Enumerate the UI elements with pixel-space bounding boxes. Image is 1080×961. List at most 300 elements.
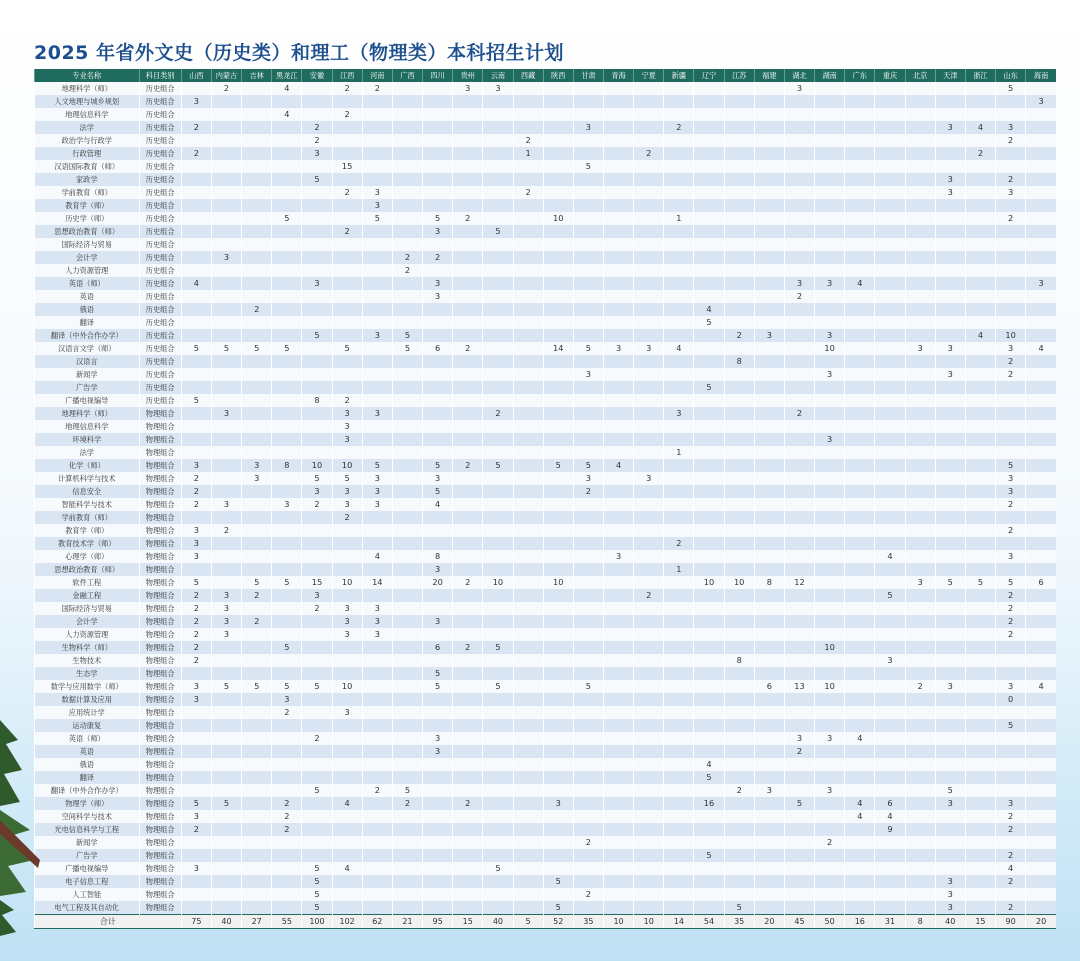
quota-cell (603, 719, 633, 732)
quota-cell (453, 446, 483, 459)
quota-cell (965, 238, 995, 251)
quota-cell (694, 784, 724, 797)
quota-cell: 2 (815, 836, 845, 849)
quota-cell (603, 823, 633, 836)
table-row (35, 628, 1057, 641)
quota-cell (423, 433, 453, 446)
quota-cell (453, 251, 483, 264)
quota-cell (845, 303, 875, 316)
table-row (35, 485, 1057, 498)
quota-cell (573, 602, 603, 615)
quota-cell (935, 459, 965, 472)
quota-cell (453, 888, 483, 901)
quota-cell (603, 849, 633, 862)
quota-cell (483, 498, 513, 511)
table-row (35, 329, 1057, 342)
quota-cell (211, 810, 241, 823)
table-row (35, 654, 1057, 667)
subject-category-cell: 历史组合 (139, 394, 181, 407)
quota-cell (483, 290, 513, 303)
quota-cell (754, 290, 784, 303)
quota-cell: 8 (423, 550, 453, 563)
quota-cell: 5 (242, 680, 272, 693)
quota-cell: 3 (362, 498, 392, 511)
quota-cell (754, 225, 784, 238)
quota-cell (965, 394, 995, 407)
total-cell: 31 (875, 915, 905, 929)
quota-cell (302, 199, 332, 212)
quota-cell: 2 (724, 329, 754, 342)
quota-cell (965, 342, 995, 355)
quota-cell (543, 771, 573, 784)
quota-cell (965, 212, 995, 225)
quota-cell (603, 290, 633, 303)
quota-cell (513, 316, 543, 329)
major-name-cell: 教育学（师） (35, 524, 140, 537)
table-row (35, 745, 1057, 758)
quota-cell (935, 836, 965, 849)
quota-cell (694, 706, 724, 719)
quota-cell (181, 355, 211, 368)
quota-cell (453, 303, 483, 316)
quota-cell: 5 (181, 797, 211, 810)
quota-cell (543, 706, 573, 719)
quota-cell (905, 225, 935, 238)
subject-category-cell: 历史组合 (139, 316, 181, 329)
quota-cell: 3 (302, 485, 332, 498)
quota-cell (905, 732, 935, 745)
quota-cell: 2 (302, 121, 332, 134)
quota-cell (453, 563, 483, 576)
quota-cell (483, 511, 513, 524)
quota-cell (724, 95, 754, 108)
quota-cell (875, 186, 905, 199)
subject-category-cell: 物理组合 (139, 550, 181, 563)
quota-cell (272, 524, 302, 537)
quota-cell (724, 251, 754, 264)
quota-cell (362, 316, 392, 329)
quota-cell (935, 849, 965, 862)
quota-cell: 3 (935, 888, 965, 901)
quota-cell (242, 693, 272, 706)
quota-cell: 10 (694, 576, 724, 589)
quota-cell (754, 433, 784, 446)
quota-cell (694, 394, 724, 407)
subject-category-cell: 物理组合 (139, 628, 181, 641)
quota-cell (302, 342, 332, 355)
quota-cell (603, 784, 633, 797)
quota-cell (211, 316, 241, 329)
major-name-cell: 汉语言文学（师） (35, 342, 140, 355)
quota-cell (242, 134, 272, 147)
quota-cell (875, 251, 905, 264)
quota-cell (935, 641, 965, 654)
quota-cell (875, 342, 905, 355)
quota-cell (513, 290, 543, 303)
quota-cell (754, 238, 784, 251)
quota-cell (302, 290, 332, 303)
quota-cell (332, 368, 362, 381)
quota-cell (272, 134, 302, 147)
header-province: 吉林 (242, 69, 272, 82)
quota-cell (272, 784, 302, 797)
quota-cell (965, 511, 995, 524)
header-province: 黑龙江 (272, 69, 302, 82)
quota-cell: 3 (362, 186, 392, 199)
quota-cell (242, 121, 272, 134)
quota-cell (453, 758, 483, 771)
quota-cell (634, 407, 664, 420)
quota-cell: 3 (242, 459, 272, 472)
quota-cell (905, 602, 935, 615)
quota-cell (362, 394, 392, 407)
table-row (35, 888, 1057, 901)
quota-cell: 2 (181, 641, 211, 654)
quota-cell: 3 (1026, 95, 1056, 108)
quota-cell (845, 693, 875, 706)
quota-cell: 3 (935, 901, 965, 915)
major-name-cell: 生态学 (35, 667, 140, 680)
quota-cell: 5 (362, 212, 392, 225)
quota-cell (211, 199, 241, 212)
quota-cell: 3 (815, 329, 845, 342)
quota-cell (935, 862, 965, 875)
quota-cell (392, 771, 422, 784)
quota-cell (543, 134, 573, 147)
major-name-cell: 会计学 (35, 615, 140, 628)
quota-cell (935, 95, 965, 108)
quota-cell: 3 (935, 121, 965, 134)
quota-cell (392, 277, 422, 290)
quota-cell (332, 251, 362, 264)
quota-cell (905, 849, 935, 862)
subject-category-cell: 物理组合 (139, 719, 181, 732)
quota-cell (543, 290, 573, 303)
quota-cell (543, 524, 573, 537)
quota-cell (181, 433, 211, 446)
quota-cell (815, 810, 845, 823)
quota-cell (634, 225, 664, 238)
quota-cell (875, 95, 905, 108)
quota-cell (573, 862, 603, 875)
quota-cell (634, 238, 664, 251)
quota-cell (181, 381, 211, 394)
quota-cell (845, 108, 875, 121)
quota-cell (996, 745, 1026, 758)
quota-cell (242, 329, 272, 342)
quota-cell (181, 420, 211, 433)
quota-cell (815, 589, 845, 602)
major-name-cell: 英语（师） (35, 277, 140, 290)
quota-cell: 2 (513, 186, 543, 199)
quota-cell (392, 667, 422, 680)
quota-cell (694, 537, 724, 550)
quota-cell (784, 225, 814, 238)
quota-cell (543, 511, 573, 524)
quota-cell (181, 719, 211, 732)
quota-cell (724, 472, 754, 485)
quota-cell (784, 823, 814, 836)
quota-cell (694, 264, 724, 277)
quota-cell: 2 (332, 82, 362, 95)
quota-cell (423, 602, 453, 615)
quota-cell (664, 394, 694, 407)
table-row (35, 862, 1057, 875)
quota-cell (543, 394, 573, 407)
quota-cell (242, 823, 272, 836)
quota-cell (905, 758, 935, 771)
quota-cell (211, 459, 241, 472)
quota-cell (694, 290, 724, 303)
quota-cell (875, 784, 905, 797)
quota-cell (694, 823, 724, 836)
quota-cell (905, 524, 935, 537)
header-province: 重庆 (875, 69, 905, 82)
quota-cell (784, 264, 814, 277)
quota-cell (453, 654, 483, 667)
quota-cell (754, 160, 784, 173)
quota-cell (332, 199, 362, 212)
quota-cell (392, 810, 422, 823)
quota-cell (453, 290, 483, 303)
subject-category-cell: 物理组合 (139, 524, 181, 537)
quota-cell: 2 (453, 342, 483, 355)
quota-cell: 8 (724, 355, 754, 368)
quota-cell (845, 901, 875, 915)
quota-cell (603, 186, 633, 199)
quota-cell (543, 316, 573, 329)
quota-cell (423, 797, 453, 810)
quota-cell (875, 368, 905, 381)
quota-cell (784, 329, 814, 342)
quota-cell (724, 420, 754, 433)
quota-cell: 4 (965, 329, 995, 342)
quota-cell: 3 (272, 693, 302, 706)
table-row (35, 732, 1057, 745)
quota-cell (724, 589, 754, 602)
quota-cell (875, 407, 905, 420)
quota-cell (302, 446, 332, 459)
quota-cell (211, 368, 241, 381)
quota-cell (1026, 524, 1056, 537)
quota-cell (302, 303, 332, 316)
quota-cell (362, 511, 392, 524)
quota-cell (543, 537, 573, 550)
quota-cell (996, 667, 1026, 680)
subject-category-cell: 历史组合 (139, 199, 181, 212)
quota-cell (362, 771, 392, 784)
quota-cell (694, 641, 724, 654)
quota-cell (603, 173, 633, 186)
quota-cell: 5 (392, 784, 422, 797)
quota-cell (724, 667, 754, 680)
quota-cell (543, 563, 573, 576)
quota-cell (513, 589, 543, 602)
subject-category-cell: 物理组合 (139, 485, 181, 498)
quota-cell (1026, 290, 1056, 303)
quota-cell (784, 316, 814, 329)
quota-cell (965, 199, 995, 212)
quota-cell: 2 (332, 108, 362, 121)
quota-cell (483, 797, 513, 810)
quota-cell (694, 563, 724, 576)
quota-cell (754, 82, 784, 95)
quota-cell (724, 511, 754, 524)
table-row (35, 199, 1057, 212)
quota-cell: 3 (815, 277, 845, 290)
quota-cell (423, 836, 453, 849)
quota-cell (603, 810, 633, 823)
header-province: 山西 (181, 69, 211, 82)
quota-cell (845, 186, 875, 199)
quota-cell (724, 862, 754, 875)
quota-cell (634, 459, 664, 472)
quota-cell: 4 (1026, 342, 1056, 355)
quota-cell (483, 758, 513, 771)
quota-cell (573, 511, 603, 524)
quota-cell (603, 355, 633, 368)
quota-cell (875, 277, 905, 290)
quota-cell (453, 784, 483, 797)
quota-cell (724, 836, 754, 849)
quota-cell (845, 381, 875, 394)
quota-cell (935, 160, 965, 173)
quota-cell (603, 95, 633, 108)
quota-cell (603, 446, 633, 459)
total-cell: 40 (483, 915, 513, 929)
quota-cell (272, 511, 302, 524)
quota-cell (664, 849, 694, 862)
quota-cell: 3 (905, 342, 935, 355)
quota-cell: 5 (694, 849, 724, 862)
quota-cell (332, 95, 362, 108)
quota-cell (784, 342, 814, 355)
subject-category-cell: 历史组合 (139, 238, 181, 251)
table-row (35, 173, 1057, 186)
quota-cell (272, 628, 302, 641)
total-row (35, 915, 1057, 929)
total-label: 合计 (35, 915, 182, 929)
quota-cell (996, 732, 1026, 745)
quota-cell (242, 771, 272, 784)
quota-cell (362, 849, 392, 862)
quota-cell (784, 303, 814, 316)
quota-cell (935, 511, 965, 524)
quota-cell (694, 173, 724, 186)
quota-cell: 3 (996, 485, 1026, 498)
quota-cell: 10 (302, 459, 332, 472)
quota-cell (543, 199, 573, 212)
quota-cell (423, 303, 453, 316)
quota-cell (242, 849, 272, 862)
quota-cell: 2 (181, 147, 211, 160)
quota-cell (965, 108, 995, 121)
header-province: 广西 (392, 69, 422, 82)
quota-cell (483, 355, 513, 368)
quota-cell: 2 (784, 290, 814, 303)
quota-cell (815, 576, 845, 589)
subject-category-cell: 物理组合 (139, 732, 181, 745)
quota-cell: 5 (211, 680, 241, 693)
quota-cell (603, 615, 633, 628)
quota-cell (181, 303, 211, 316)
quota-cell (513, 706, 543, 719)
quota-cell (362, 810, 392, 823)
quota-cell (875, 628, 905, 641)
quota-cell (965, 381, 995, 394)
quota-cell (483, 823, 513, 836)
quota-cell (272, 147, 302, 160)
quota-cell: 3 (362, 199, 392, 212)
quota-cell (573, 498, 603, 511)
quota-cell (362, 888, 392, 901)
quota-cell: 4 (181, 277, 211, 290)
quota-cell (242, 394, 272, 407)
quota-cell (784, 849, 814, 862)
quota-cell (724, 108, 754, 121)
quota-cell (272, 368, 302, 381)
quota-cell (543, 498, 573, 511)
quota-cell: 2 (996, 355, 1026, 368)
quota-cell (724, 173, 754, 186)
quota-cell: 5 (965, 576, 995, 589)
quota-cell (845, 199, 875, 212)
quota-cell (905, 147, 935, 160)
quota-cell (1026, 160, 1056, 173)
quota-cell (634, 537, 664, 550)
quota-cell (996, 433, 1026, 446)
quota-cell (423, 901, 453, 915)
quota-cell (845, 173, 875, 186)
quota-cell (724, 485, 754, 498)
quota-cell (754, 173, 784, 186)
quota-cell (392, 602, 422, 615)
quota-cell (875, 225, 905, 238)
quota-cell (815, 459, 845, 472)
quota-cell (845, 511, 875, 524)
quota-cell (453, 381, 483, 394)
quota-cell (965, 758, 995, 771)
major-name-cell: 地理信息科学 (35, 108, 140, 121)
quota-cell: 4 (875, 550, 905, 563)
page-title: 2025 年省外文史（历史类）和理工（物理类）本科招生计划 (34, 42, 564, 64)
quota-cell (242, 836, 272, 849)
quota-cell (935, 394, 965, 407)
quota-cell (392, 706, 422, 719)
quota-cell (181, 407, 211, 420)
quota-cell (724, 342, 754, 355)
quota-cell (483, 550, 513, 563)
table-row (35, 95, 1057, 108)
quota-cell (242, 667, 272, 680)
quota-cell (634, 251, 664, 264)
quota-cell (664, 485, 694, 498)
quota-cell (543, 160, 573, 173)
quota-cell (392, 459, 422, 472)
table-row (35, 147, 1057, 160)
table-row (35, 667, 1057, 680)
major-name-cell: 汉语国际教育（师） (35, 160, 140, 173)
quota-cell (845, 407, 875, 420)
quota-cell (996, 420, 1026, 433)
header-category: 科目类别 (139, 69, 181, 82)
quota-cell (603, 420, 633, 433)
quota-cell (996, 511, 1026, 524)
quota-cell (754, 264, 784, 277)
total-cell: 45 (784, 915, 814, 929)
quota-cell (423, 394, 453, 407)
quota-cell (996, 771, 1026, 784)
